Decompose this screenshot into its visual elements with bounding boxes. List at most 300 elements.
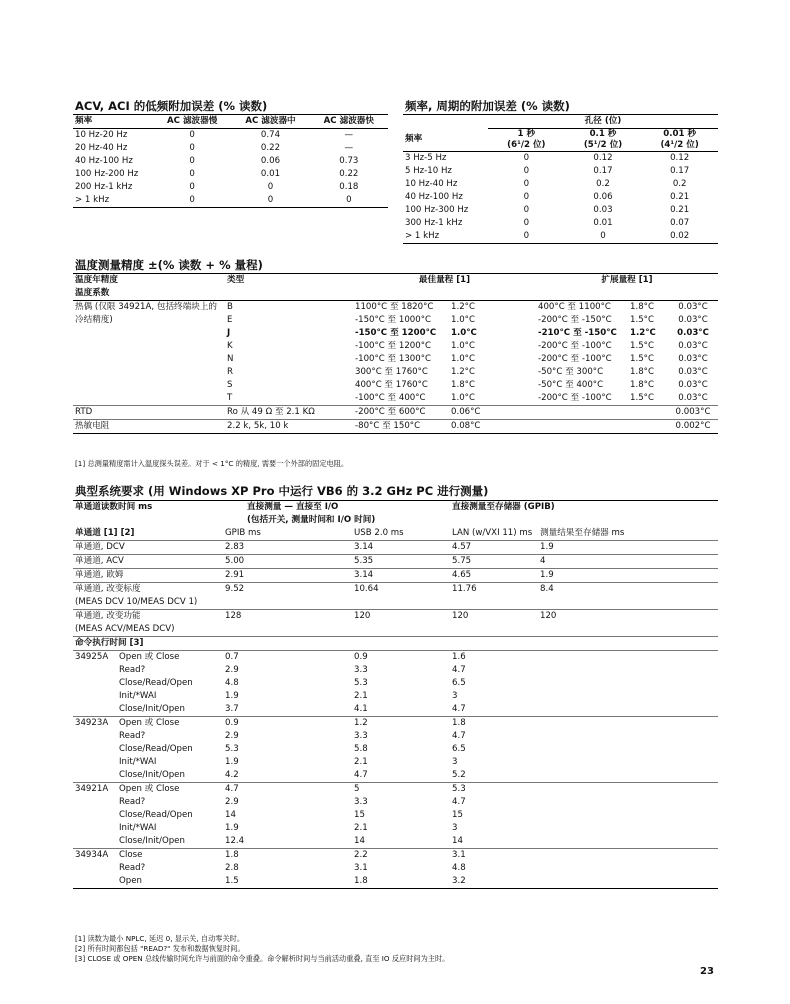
acv-row (73, 129, 388, 143)
sys-cmd-cell: 1.9 (225, 691, 239, 701)
sys-cell: 128 (225, 611, 242, 621)
sys-cmd-row (73, 875, 718, 889)
sys-cmd-row (73, 783, 718, 797)
sys-notes (75, 934, 449, 964)
temp-thermo-row (73, 353, 718, 366)
acv-header-cell: AC 滤波器慢 (153, 115, 231, 129)
sys-row-label-line: 单通道, 改变功能 (75, 611, 141, 621)
sys-cmd-cell: 2.8 (225, 863, 239, 873)
sys-cmd-cell: Open 或 Close (119, 718, 180, 728)
sys-row-label-line: 单通道, DCV (75, 542, 125, 552)
freq-cell: 0.12 (670, 153, 690, 163)
sys-subheader-cell: USB 2.0 ms (354, 528, 404, 538)
sys-blank-cell (73, 677, 117, 690)
sys-cell: 120 (540, 611, 557, 621)
sys-cell: 11.76 (452, 584, 477, 594)
sys-cmd-cell: 4.8 (452, 863, 466, 873)
freq-cell: 3 Hz-5 Hz (405, 153, 447, 163)
temp-thermistor-row (73, 420, 718, 434)
sys-cmd-cell: 3 (452, 823, 458, 833)
freq-cell: 0.06 (593, 192, 613, 202)
sys-cmd-cell: 3.1 (354, 863, 368, 873)
sys-cell: 120 (452, 611, 469, 621)
sys-cmd-cell: 1.2 (354, 718, 368, 728)
sys-note-3: [3] CLOSE 或 OPEN 总线传输时间允许与前面的命令重叠。命令解析时间与当前活动重叠, 直至 IO 反应时间为主时。 (75, 954, 450, 963)
sys-cmd-cell: 3.3 (354, 665, 368, 675)
sys-blank-cell (538, 796, 718, 809)
sys-blank-cell (538, 862, 718, 875)
freq-row (403, 204, 718, 217)
temp-thermo-row (73, 327, 718, 340)
sys-subheader-cell: 测量结果至存储器 ms (540, 528, 625, 538)
acv-cell: 0 (189, 156, 195, 166)
temp-cell: 热敏电阻 (75, 421, 110, 431)
temp-cell: 1.8°C (630, 380, 654, 390)
temp-header-cell: 类型 (227, 275, 245, 285)
sys-cmd-row (73, 690, 718, 703)
sys-subheader-cell: GPIB ms (225, 528, 261, 538)
acv-cell: 200 Hz-1 kHz (75, 182, 133, 192)
sys-cmd-row (73, 809, 718, 822)
sys-blank-cell (538, 849, 718, 863)
sys-cmd-cell: Close (119, 850, 143, 860)
temp-header-cell: 扩展量程 [1] (601, 275, 653, 285)
temp-cell: 0.03°C (677, 328, 709, 338)
sys-cmd-row (73, 822, 718, 835)
acv-cell: — (344, 130, 354, 140)
acv-cell: 0.01 (260, 169, 281, 179)
sys-row-label (73, 541, 223, 555)
acv-cell: 0.22 (260, 143, 281, 153)
sys-cmd-cell: Close/Read/Open (119, 744, 193, 754)
sys-cmd-cell: 12.4 (225, 836, 245, 846)
temp-cell: -150°C 至 1000°C (355, 315, 432, 325)
sys-blank-cell (73, 875, 117, 889)
sys-model-cell: 34921A (75, 784, 109, 794)
temp-cell: -150°C 至 1200°C (355, 328, 437, 338)
sys-cmd-cell: 2.9 (225, 797, 239, 807)
temp-cell: 1100°C 至 1820°C (355, 302, 434, 312)
sys-cmd-cell: 3.1 (452, 850, 466, 860)
freq-cell: 0.07 (670, 218, 690, 228)
freq-cell: 100 Hz-300 Hz (405, 205, 469, 215)
sys-cell: 9.52 (225, 584, 245, 594)
sys-blank-cell (538, 651, 718, 665)
freq-cell: 5 Hz-10 Hz (405, 166, 452, 176)
sys-cmd-cell: Init/*WAI (119, 757, 157, 767)
freq-row (403, 191, 718, 204)
temp-cell: K (227, 341, 233, 351)
temp-cell: 1.5°C (630, 315, 654, 325)
sys-table (73, 500, 718, 889)
freq-cell: 0.01 (593, 218, 613, 228)
sys-cmd-cell: 2.9 (225, 731, 239, 741)
sys-blank-cell (73, 690, 117, 703)
temp-cell: 1.8°C (630, 367, 654, 377)
acv-cell: 100 Hz-200 Hz (75, 169, 139, 179)
sys-cmd-cell: 4.7 (452, 665, 466, 675)
acv-cell: 0 (346, 195, 352, 205)
temp-cell: 1.5°C (630, 341, 654, 351)
sys-cmd-cell: 5.8 (354, 744, 368, 754)
sys-blank-cell (73, 769, 117, 783)
sys-cell: 8.4 (540, 584, 554, 594)
sys-subheader-cell: LAN (w/VXI 11) ms (452, 528, 533, 538)
sys-header-row (73, 501, 718, 528)
acv-header-cell: 频率 (73, 115, 153, 129)
sys-blank-cell (73, 835, 117, 849)
sys-cmd-cell: 2.2 (354, 850, 368, 860)
temp-thermo-label: 热偶 (仅限 34921A, 包括终端块上的冷结精度) (75, 302, 218, 325)
sys-cmd-cell: 1.8 (452, 718, 466, 728)
temp-cell: -50°C 至 400°C (538, 380, 604, 390)
sys-blank-cell (73, 809, 117, 822)
temp-cell: 1.2°C (451, 302, 475, 312)
freq-cell: 0 (523, 205, 530, 215)
freq-header-line2: (4¹/2 位) (660, 140, 699, 150)
acv-cell: 0.18 (339, 182, 359, 192)
temp-footnote: [1] 总测量精度需计入温度探头误差。对于 < 1°C 的精度, 需要一个外部的固定电阻。 (75, 459, 349, 468)
sys-row-label-line: 单通道, 欧姆 (75, 570, 124, 580)
sys-row-label (73, 610, 223, 637)
temp-cell: Ro 从 49 Ω 至 2.1 KΩ (227, 407, 315, 417)
sys-cmd-cell: 3 (452, 691, 458, 701)
temp-blank-cell (449, 287, 536, 301)
sys-row-label (73, 569, 223, 583)
sys-cmd-cell: Close/Read/Open (119, 810, 193, 820)
freq-header-cell (565, 129, 642, 152)
freq-title: 频率, 周期的附加误差 (% 读数) (405, 99, 570, 113)
freq-cell: 0 (523, 218, 530, 228)
temp-cell: S (227, 380, 233, 390)
freq-group-row (403, 115, 718, 129)
acv-cell: > 1 kHz (75, 195, 110, 205)
temp-cell: 0.03°C (678, 341, 708, 351)
sys-cmd-cell: Read? (119, 863, 146, 873)
sys-note-2: [2] 所有时间都包括 "READ?" 发布和数据恢复时间。 (75, 944, 245, 953)
sys-blank-cell (538, 756, 718, 769)
temp-thermo-row (73, 340, 718, 353)
temp-cell: 0.003°C (675, 407, 711, 417)
freq-table (403, 114, 718, 244)
sys-header-mid-line1: 直接测量 — 直接至 I/O (247, 502, 339, 512)
temp-cell: -210°C 至 -150°C (538, 328, 617, 338)
temp-thermo-row (73, 379, 718, 392)
temp-blank-cell (73, 340, 225, 353)
sys-blank-cell (538, 809, 718, 822)
temp-cell: 1.0°C (451, 328, 477, 338)
sys-blank-cell (538, 783, 718, 797)
sys-row-label-line2: (MEAS DCV 10/MEAS DCV 1) (75, 597, 198, 607)
freq-cell: > 1 kHz (405, 231, 440, 241)
temp-cell: 0.03°C (678, 393, 708, 403)
temp-header-row-2 (73, 287, 718, 301)
temp-blank-cell (536, 287, 628, 301)
sys-cell: 2.91 (225, 570, 245, 580)
sys-cell: 3.14 (354, 570, 374, 580)
sys-cmd-cell: 2.9 (225, 665, 239, 675)
temp-blank-cell (73, 392, 225, 406)
freq-blank-cell (403, 115, 488, 129)
temp-rtd-row (73, 406, 718, 420)
temp-title: 温度测量精度 ±(% 读数 + % 量程) (75, 258, 263, 272)
temp-cell: 1.5°C (630, 393, 654, 403)
temp-header-row (73, 274, 718, 288)
sys-row-label (73, 583, 223, 610)
sys-cmd-row (73, 717, 718, 731)
sys-row (73, 541, 718, 555)
temp-blank-cell (628, 420, 668, 434)
temp-cell: -200°C 至 -100°C (538, 393, 612, 403)
sys-blank-cell (73, 743, 117, 756)
sys-cell: 10.64 (354, 584, 379, 594)
sys-cmd-cell: 4.7 (452, 704, 466, 714)
sys-row (73, 583, 718, 610)
sys-cell: 2.83 (225, 542, 245, 552)
sys-cmd-title-row (73, 637, 718, 651)
sys-cmd-cell: 14 (452, 836, 463, 846)
temp-cell: 2.2 k, 5k, 10 k (227, 421, 289, 431)
sys-cmd-cell: 4.1 (354, 704, 368, 714)
temp-cell: 1.2°C (630, 328, 656, 338)
acv-cell: 20 Hz-40 Hz (75, 143, 128, 153)
freq-cell: 0.21 (670, 205, 690, 215)
freq-cell: 0.2 (672, 179, 687, 189)
sys-blank-cell (73, 730, 117, 743)
freq-cell: 0.02 (670, 231, 690, 241)
sys-cmd-cell: 6.5 (452, 678, 466, 688)
sys-cmd-title: 命令执行时间 [3] (75, 638, 144, 648)
acv-cell: 0.22 (339, 169, 359, 179)
sys-note-1: [1] 读数为最小 NPLC, 延迟 0, 显示关, 自动零关时。 (75, 934, 245, 943)
freq-group-label: 孔径 (位) (488, 115, 718, 129)
freq-cell: 0.2 (596, 179, 610, 189)
temp-cell: 1.0°C (451, 354, 475, 364)
sys-cmd-row (73, 730, 718, 743)
acv-row (73, 155, 388, 168)
sys-cmd-cell: 0.9 (225, 718, 239, 728)
sys-cmd-row (73, 862, 718, 875)
sys-cmd-cell: Init/*WAI (119, 823, 157, 833)
freq-cell: 0.12 (593, 153, 613, 163)
sys-blank-cell (538, 835, 718, 849)
sys-subheader-row (73, 527, 718, 541)
temp-thermo-row (73, 366, 718, 379)
temp-table (73, 273, 718, 434)
freq-cell: 0 (523, 179, 530, 189)
freq-header-line1: 1 秒 (517, 129, 536, 139)
sys-cmd-cell: 1.5 (225, 876, 239, 886)
sys-cell: 3.14 (354, 542, 374, 552)
temp-blank-cell (73, 366, 225, 379)
sys-cmd-cell: 14 (225, 810, 236, 820)
sys-cell: 5.75 (452, 556, 472, 566)
sys-cmd-cell: 3.2 (452, 876, 466, 886)
temp-blank-cell (353, 287, 449, 301)
sys-cmd-cell: 3.3 (354, 797, 368, 807)
temp-cell: RTD (75, 407, 93, 417)
acv-table (73, 114, 388, 208)
temp-cell: -50°C 至 300°C (538, 367, 604, 377)
temp-cell: 1.2°C (451, 367, 475, 377)
sys-blank-cell (538, 822, 718, 835)
temp-cell: -100°C 至 400°C (355, 393, 426, 403)
acv-cell: 0.73 (339, 156, 359, 166)
sys-blank-cell (538, 717, 718, 731)
sys-header-cell (223, 501, 450, 528)
sys-cmd-cell: 1.9 (225, 757, 239, 767)
sys-cmd-row (73, 849, 718, 863)
sys-blank-cell (73, 664, 117, 677)
temp-blank-cell (628, 406, 668, 420)
acv-header-row (73, 115, 388, 129)
sys-cmd-cell: 5.2 (452, 770, 466, 780)
sys-cmd-cell: Open (119, 876, 142, 886)
temp-cell: N (227, 354, 234, 364)
sys-cmd-row (73, 664, 718, 677)
sys-blank-cell (73, 822, 117, 835)
freq-cell: 0 (523, 166, 530, 176)
temp-cell: J (227, 328, 231, 338)
sys-header-cell: 单通道读数时间 ms (75, 502, 153, 512)
sys-cell: 1.9 (540, 542, 554, 552)
sys-blank-cell (538, 743, 718, 756)
acv-cell: 0 (189, 143, 195, 153)
temp-cell: 1.8°C (451, 380, 475, 390)
freq-header-cell (641, 129, 718, 152)
acv-header-cell: AC 滤波器中 (231, 115, 309, 129)
sys-row-label-line2: (MEAS ACV/MEAS DCV) (75, 624, 175, 634)
freq-cell: 300 Hz-1 kHz (405, 218, 463, 228)
sys-blank-cell (538, 690, 718, 703)
sys-cmd-cell: Init/*WAI (119, 691, 157, 701)
temp-header-cell: 最佳量程 [1] (418, 275, 471, 285)
freq-header-line2: (6¹/2 位) (507, 140, 546, 150)
sys-cell: 4.57 (452, 542, 472, 552)
sys-cmd-row (73, 651, 718, 665)
sys-cmd-cell: 4.7 (225, 784, 239, 794)
freq-row (403, 230, 718, 244)
acv-cell: 10 Hz-20 Hz (75, 130, 128, 140)
sys-cmd-row (73, 677, 718, 690)
temp-header-cell: 温度年精度 (75, 275, 118, 285)
sys-cmd-cell: 4.7 (354, 770, 368, 780)
sys-subheader-cell: 单通道 [1] [2] (75, 528, 135, 538)
acv-row (73, 194, 388, 208)
sys-cmd-row (73, 743, 718, 756)
sys-cmd-cell: 5 (354, 784, 360, 794)
freq-cell: 40 Hz-100 Hz (405, 192, 463, 202)
sys-cmd-row (73, 703, 718, 717)
freq-cell: 0.21 (670, 192, 690, 202)
page-number: 23 (700, 966, 714, 977)
acv-cell: 0.06 (260, 156, 281, 166)
sys-cmd-cell: 5.3 (354, 678, 368, 688)
temp-cell: 0.03°C (678, 302, 708, 312)
sys-row (73, 555, 718, 569)
acv-header-cell: AC 滤波器快 (310, 115, 388, 129)
temp-cell: 1.0°C (451, 341, 475, 351)
sys-cmd-cell: 3.7 (225, 704, 239, 714)
temp-cell: 0.03°C (678, 367, 708, 377)
sys-blank-cell (73, 756, 117, 769)
acv-cell: 40 Hz-100 Hz (75, 156, 133, 166)
sys-cmd-cell: 15 (452, 810, 463, 820)
sys-cmd-cell: 6.5 (452, 744, 466, 754)
temp-cell: -100°C 至 1200°C (355, 341, 432, 351)
sys-cmd-cell: 2.1 (354, 823, 368, 833)
sys-cmd-cell: 0.9 (354, 652, 368, 662)
sys-cmd-cell: 15 (354, 810, 365, 820)
sys-cmd-cell: Close/Init/Open (119, 704, 185, 714)
freq-header-line1: 0.01 秒 (663, 129, 697, 139)
acv-cell: 0 (189, 169, 195, 179)
acv-cell: 0 (189, 182, 195, 192)
sys-cmd-cell: 1.9 (225, 823, 239, 833)
temp-blank-cell (536, 406, 628, 420)
sys-cmd-cell: Close/Init/Open (119, 770, 185, 780)
sys-cmd-cell: 0.7 (225, 652, 239, 662)
sys-row (73, 610, 718, 637)
sys-cell: 4.65 (452, 570, 472, 580)
temp-cell: E (227, 315, 233, 325)
temp-blank-cell (73, 379, 225, 392)
temp-blank-cell (536, 420, 628, 434)
acv-cell: 0.74 (260, 130, 281, 140)
freq-cell: 0.17 (670, 166, 690, 176)
freq-cell: 0 (523, 192, 530, 202)
acv-cell: 0 (189, 195, 195, 205)
acv-cell: 0 (267, 195, 274, 205)
temp-thermo-row (73, 301, 718, 315)
acv-title: ACV, ACI 的低频附加误差 (% 读数) (75, 99, 268, 113)
sys-cmd-row (73, 835, 718, 849)
acv-row (73, 181, 388, 194)
sys-cmd-cell: 4.2 (225, 770, 239, 780)
sys-blank-cell (538, 875, 718, 889)
sys-cmd-cell: 14 (354, 836, 365, 846)
temp-cell: -200°C 至 600°C (355, 407, 426, 417)
freq-cell: 10 Hz-40 Hz (405, 179, 458, 189)
sys-blank-cell (73, 796, 117, 809)
sys-blank-cell (73, 703, 117, 717)
sys-cmd-cell: Read? (119, 731, 146, 741)
sys-cell: 5.00 (225, 556, 245, 566)
sys-cmd-cell: 3 (452, 757, 458, 767)
sys-row-label-line: 单通道, ACV (75, 556, 124, 566)
temp-cell: -200°C 至 -100°C (538, 354, 612, 364)
temp-header-cell: 温度系数 (75, 288, 110, 298)
sys-cell: 4 (540, 556, 546, 566)
sys-row (73, 569, 718, 583)
sys-cell: 5.35 (354, 556, 374, 566)
temp-cell: 0.03°C (678, 315, 708, 325)
temp-cell: 0.03°C (678, 380, 708, 390)
sys-cmd-row (73, 796, 718, 809)
temp-cell: 400°C 至 1100°C (538, 302, 611, 312)
sys-header-mid-line2: (包括开关, 测量时间和 I/O 时间) (247, 515, 376, 525)
temp-cell: -200°C 至 -100°C (538, 341, 612, 351)
sys-cmd-cell: 3.3 (354, 731, 368, 741)
temp-blank-cell (225, 287, 353, 301)
sys-cmd-cell: 1.8 (225, 850, 239, 860)
acv-row (73, 168, 388, 181)
sys-blank-cell (73, 862, 117, 875)
acv-row (73, 142, 388, 155)
acv-cell: 0 (189, 130, 195, 140)
sys-cmd-cell: Read? (119, 797, 146, 807)
temp-blank-cell (73, 327, 225, 340)
